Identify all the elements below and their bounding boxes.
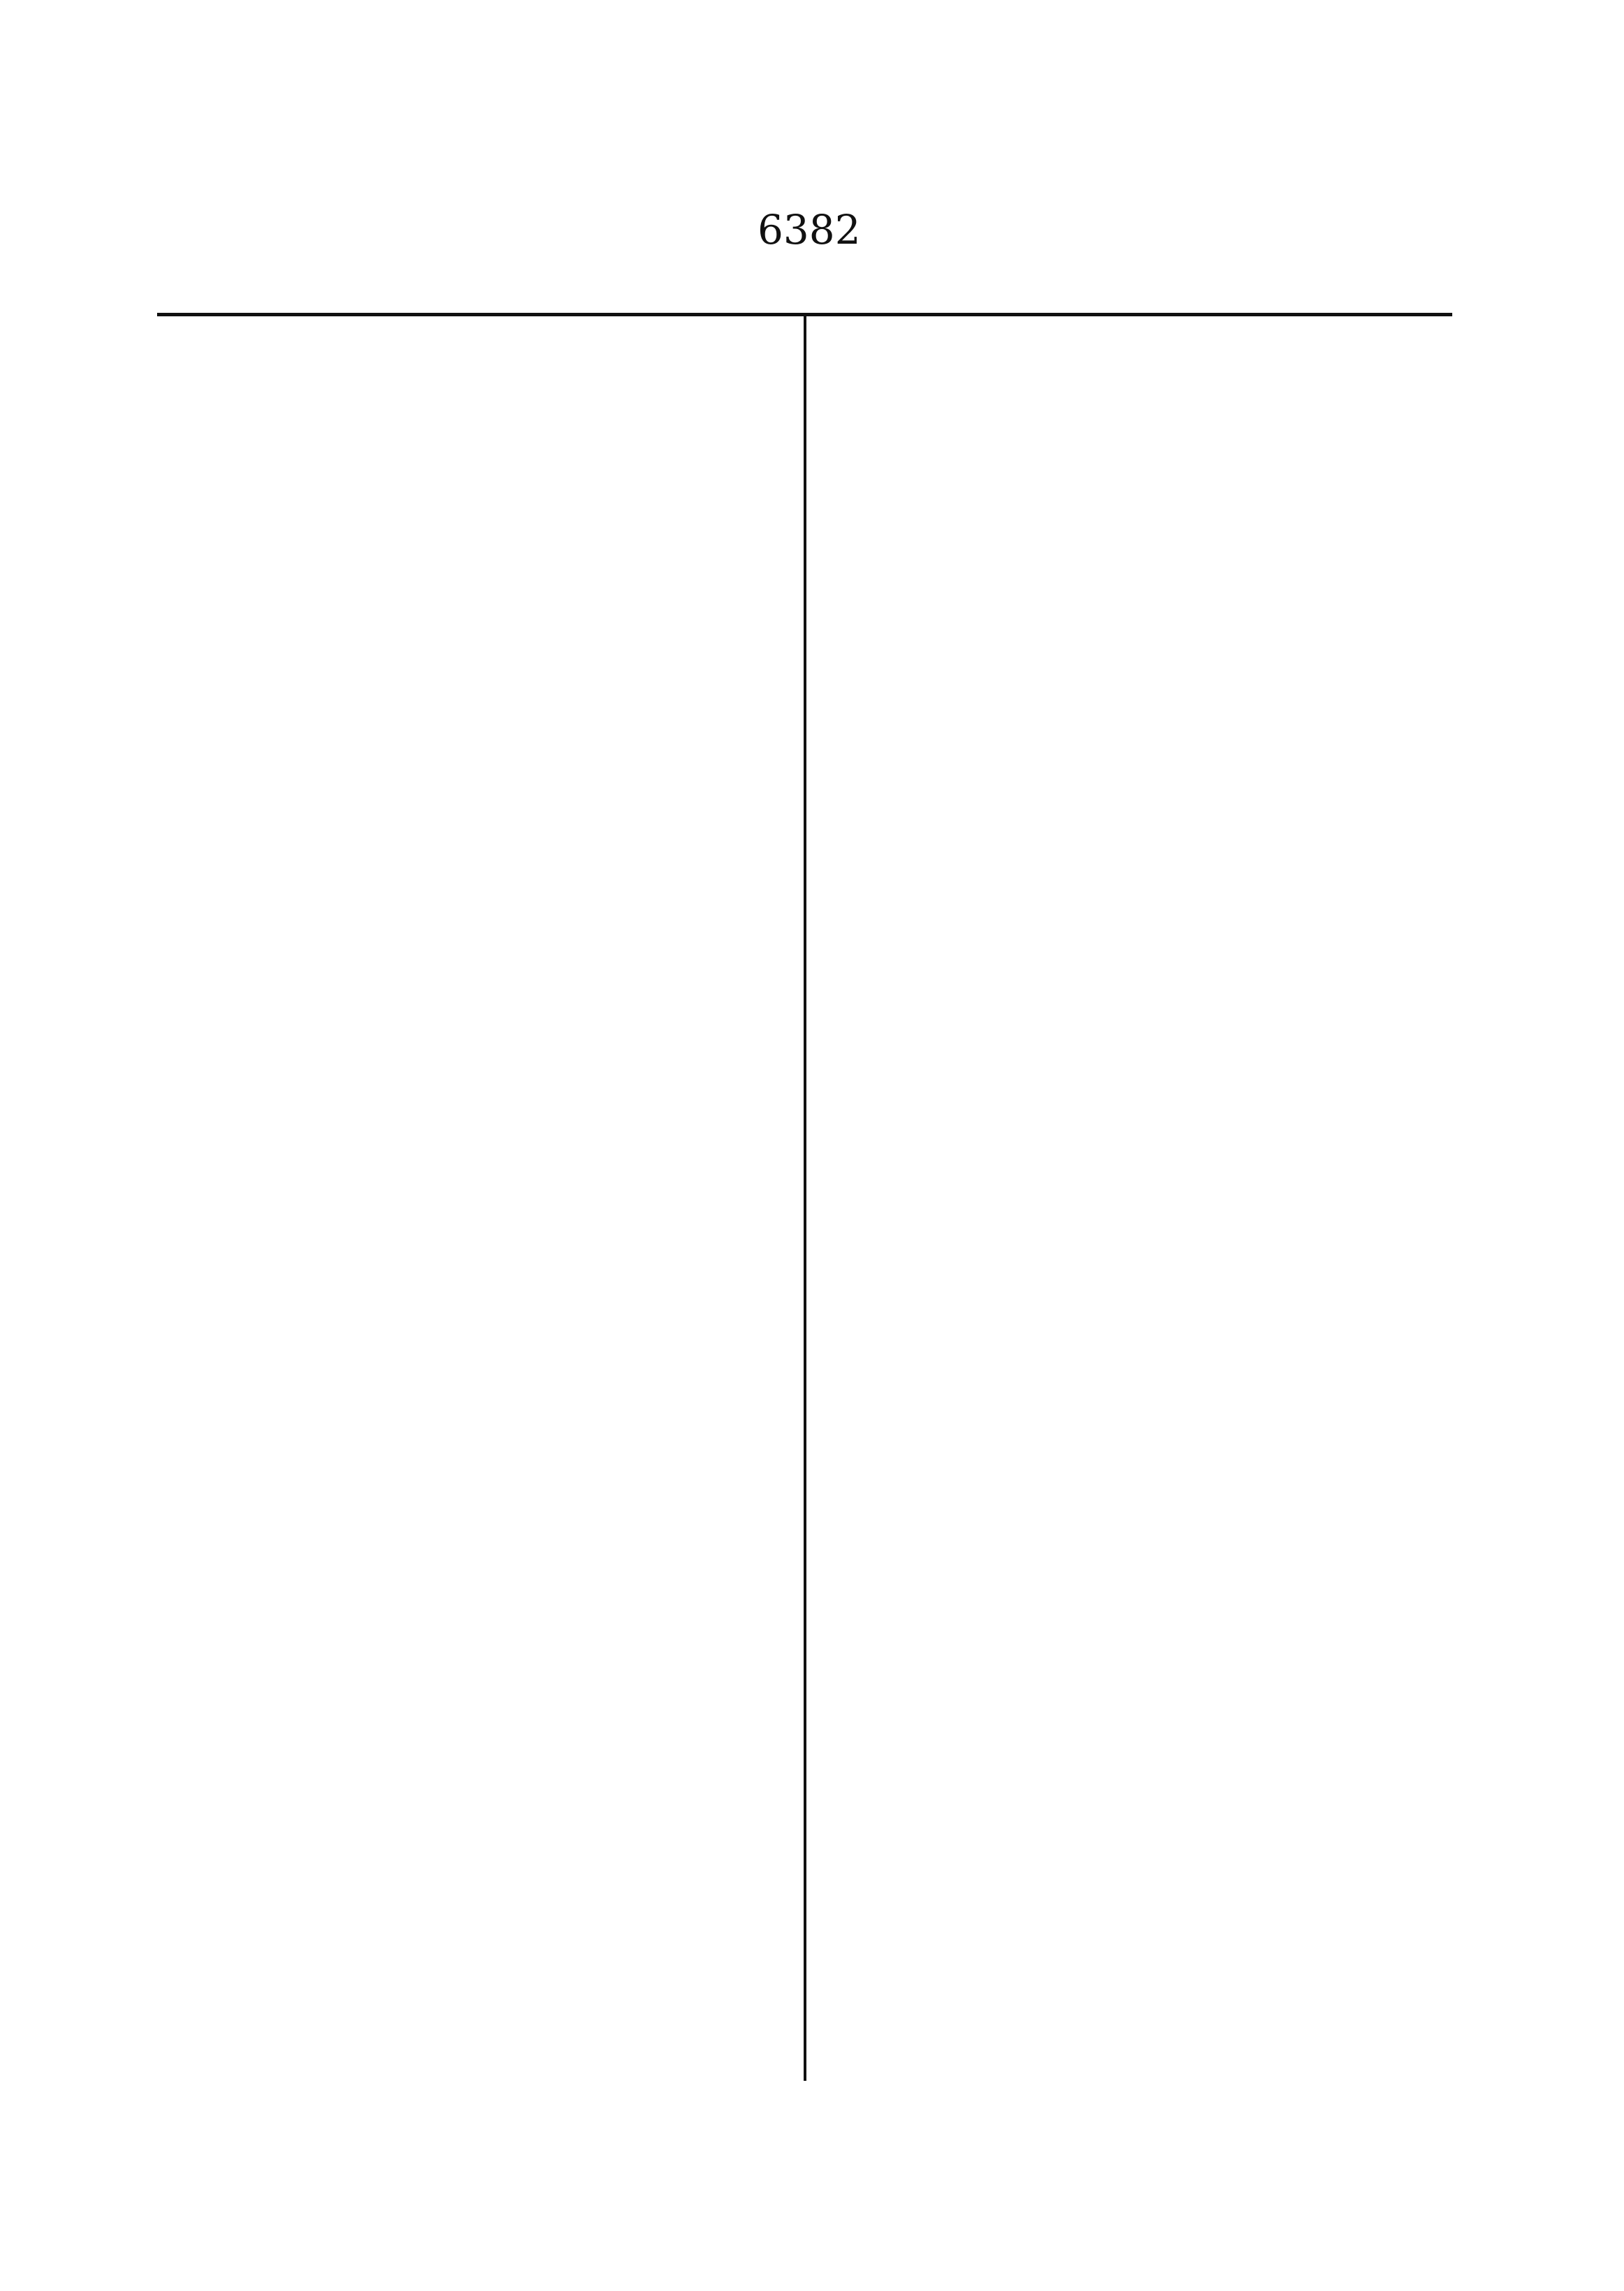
page-number: 6382 (758, 206, 861, 253)
page-header (161, 206, 1452, 269)
column-divider (804, 314, 806, 2081)
